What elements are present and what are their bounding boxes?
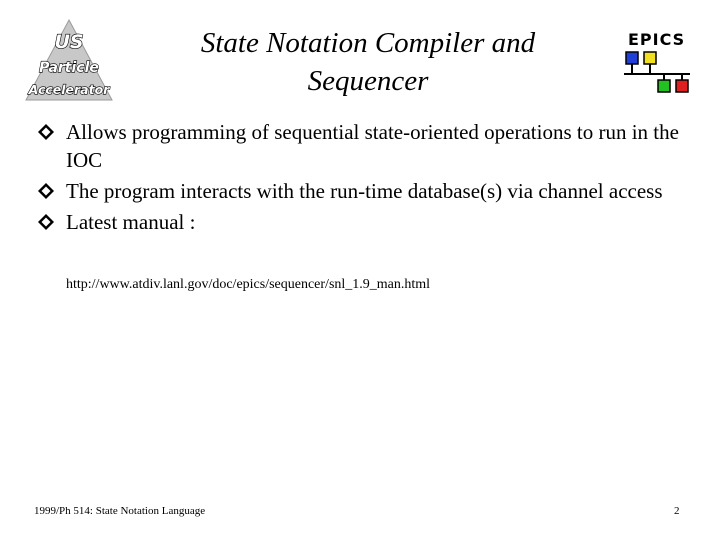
title-line-1: State Notation Compiler and [200,27,536,59]
bullet-text: Latest manual : [66,210,196,234]
bullet-text: The program interacts with the run-time database(s) via channel access [66,179,663,203]
epics-network-icon [624,50,692,94]
slide-title [168,24,568,100]
diamond-bullet-icon [38,183,54,199]
bullet-list [38,118,698,239]
us-particle-accelerator-logo [24,18,114,102]
epics-label: EPICS [628,30,686,49]
manual-url: http://www.atdiv.lanl.gov/doc/epics/sequencer/snl_1.9_man.html [66,277,431,292]
footer-course-label: 1999/Ph 514: State Notation Language [34,505,206,517]
epics-red-node [676,80,688,92]
bullet-item [38,177,698,205]
diamond-bullet-icon [38,214,54,230]
page-number: 2 [674,505,680,517]
bullet-text: Allows programming of sequential state-oriented operations to run in the IOC [66,120,679,172]
logo-text-particle: Particle [39,60,99,76]
bullet-item [38,208,698,236]
epics-green-node [658,80,670,92]
bullet-item [38,118,698,174]
logo-text-accelerator: Accelerator [28,82,110,97]
title-line-2: Sequencer [307,65,429,97]
logo-text-us: US [54,31,84,53]
epics-blue-node [626,52,638,64]
epics-yellow-node [644,52,656,64]
diamond-bullet-icon [38,124,54,140]
